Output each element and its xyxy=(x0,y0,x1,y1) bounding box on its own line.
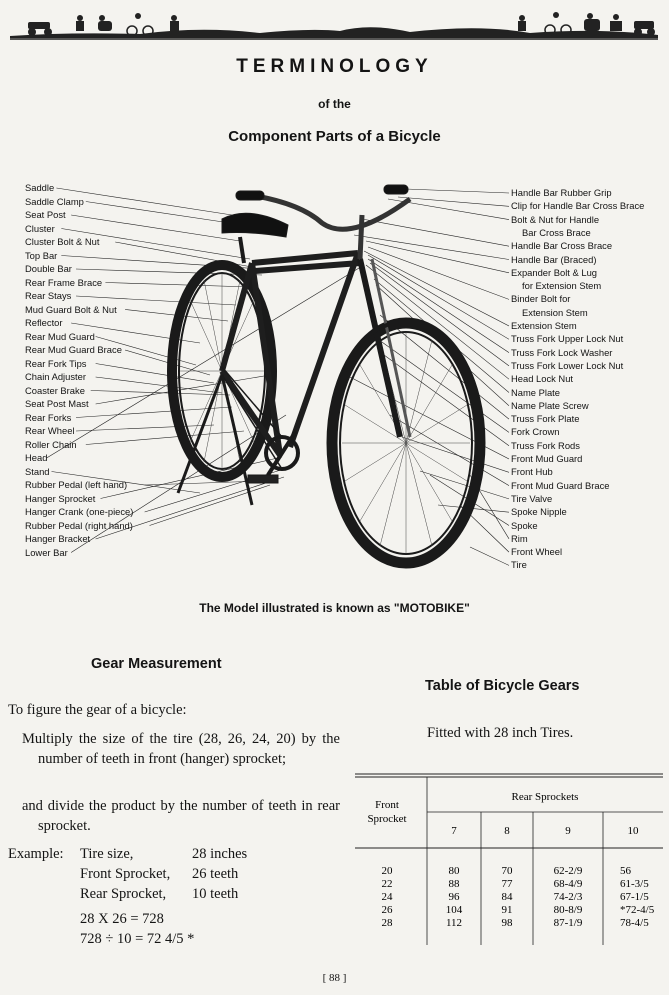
gear-divide-text: and divide the product by the number of teeth in rear sprocket. xyxy=(22,798,340,834)
gear-calculation xyxy=(80,909,194,949)
label-right-27: Front Wheel xyxy=(511,546,563,558)
page-number: [ 88 ] xyxy=(322,972,347,984)
label-right-13: Truss Fork Lower Lock Nut xyxy=(511,359,624,371)
label-right-17: Truss Fork Plate xyxy=(511,413,580,425)
label-left-22: Rubber Pedal (left hand) xyxy=(25,479,128,490)
table-rear-header: Rear Sprockets xyxy=(511,791,579,803)
leader-line-left-19 xyxy=(86,431,244,445)
table-cell: 104 xyxy=(445,904,463,916)
leader-line-left-18 xyxy=(76,425,214,431)
table-cell-front: 24 xyxy=(381,891,393,903)
label-left-3: Cluster xyxy=(25,222,55,234)
table-cell: 88 xyxy=(448,878,460,890)
leader-line-left-20 xyxy=(47,265,364,458)
label-right-0: Handle Bar Rubber Grip xyxy=(511,187,612,198)
label-left-8: Rear Stays xyxy=(25,290,72,301)
example-tire-value: 28 inches xyxy=(192,846,248,862)
page-title: TERMINOLOGY xyxy=(236,56,433,77)
label-left-24: Hanger Crank (one-piece) xyxy=(25,506,134,517)
label-left-25: Rubber Pedal (right hand) xyxy=(25,519,133,531)
label-left-23: Hanger Sprocket xyxy=(25,492,96,504)
example-rear-label: Rear Sprocket, xyxy=(80,886,167,902)
example-label: Example: xyxy=(8,846,64,862)
label-right-10: Extension Stem xyxy=(511,320,577,331)
label-right-18: Fork Crown xyxy=(511,426,560,438)
table-cell: 98 xyxy=(501,917,513,929)
label-right-16: Name Plate Screw xyxy=(511,399,589,411)
leader-line-left-14 xyxy=(96,377,222,393)
label-left-4: Cluster Bolt & Nut xyxy=(25,236,100,247)
table-row xyxy=(382,865,632,877)
table-cell: 87-1/9 xyxy=(553,917,583,929)
table-front-header-line1: Front xyxy=(375,799,399,811)
example-front-label: Front Sprocket, xyxy=(80,866,171,882)
label-left-2: Seat Post xyxy=(25,209,66,220)
leader-line-right-28 xyxy=(470,547,509,565)
illustration-caption: The Model illustrated is known as "MOTOBIKE" xyxy=(199,601,470,615)
label-right-11: Truss Fork Upper Lock Nut xyxy=(511,333,624,345)
label-left-7: Rear Frame Brace xyxy=(25,276,103,288)
table-cell-front: 28 xyxy=(381,917,393,929)
gear-table xyxy=(355,770,663,950)
table-cell-front: 22 xyxy=(381,878,393,890)
label-right-19: Truss Fork Rods xyxy=(511,439,580,451)
gear-measurement-heading: Gear Measurement xyxy=(91,656,222,672)
label-left-13: Rear Fork Tips xyxy=(25,357,87,369)
page-subtitle: Component Parts of a Bicycle xyxy=(228,128,441,145)
label-right-9: Extension Stem xyxy=(522,306,588,318)
label-left-26: Hanger Bracket xyxy=(25,533,91,544)
label-right-24: Spoke Nipple xyxy=(511,506,567,518)
table-col-header-1: 8 xyxy=(504,825,510,837)
decorative-frieze xyxy=(10,4,658,40)
label-right-20: Front Mud Guard xyxy=(511,453,583,464)
example-rear-value: 10 teeth xyxy=(192,886,239,902)
table-cell-front: 26 xyxy=(381,904,393,916)
label-right-14: Head Lock Nut xyxy=(511,373,574,385)
table-cell: 78-4/5 xyxy=(620,917,649,929)
table-cell: 74-2/3 xyxy=(553,891,583,903)
table-cell: 62-2/9 xyxy=(553,865,583,877)
label-right-23: Tire Valve xyxy=(511,492,553,504)
table-cell: 91 xyxy=(501,904,513,916)
label-left-10: Reflector xyxy=(25,317,63,328)
label-right-1: Clip for Handle Bar Cross Brace xyxy=(511,200,645,212)
table-front-header-line2: Sprocket xyxy=(367,813,407,825)
label-right-28: Tire xyxy=(511,559,527,571)
leader-line-right-17 xyxy=(380,315,509,419)
label-left-21: Stand xyxy=(25,465,50,477)
leader-line-left-13 xyxy=(96,364,214,384)
table-col-header-3: 10 xyxy=(627,825,639,837)
calc-line-1: 28 X 26 = 728 xyxy=(80,911,164,927)
leader-line-left-7 xyxy=(105,283,252,288)
gear-multiply-text: Multiply the size of the tire (28, 26, 24, 20) by the number of teeth in front (hanger) sprocket; xyxy=(22,731,340,767)
table-cell: 96 xyxy=(448,891,460,903)
label-left-19: Roller Chain xyxy=(25,438,77,450)
label-left-1: Saddle Clamp xyxy=(25,195,84,207)
label-right-15: Name Plate xyxy=(511,386,560,398)
label-left-16: Seat Post Mast xyxy=(25,398,89,409)
label-left-12: Rear Mud Guard Brace xyxy=(25,344,122,355)
label-right-2: Bolt & Nut for Handle xyxy=(511,213,600,225)
table-cell: *72-4/5 xyxy=(620,904,655,916)
table-cell: 68-4/9 xyxy=(553,878,583,890)
page-title-connector: of the xyxy=(318,97,351,111)
label-right-6: Expander Bolt & Lug xyxy=(511,266,597,278)
label-left-17: Rear Forks xyxy=(25,411,72,423)
table-cell: 70 xyxy=(501,865,513,877)
table-cell: 67-1/5 xyxy=(620,891,649,903)
label-right-8: Binder Bolt for xyxy=(511,293,571,305)
table-cell: 61-3/5 xyxy=(620,878,649,890)
label-left-5: Top Bar xyxy=(25,249,58,261)
table-row xyxy=(382,878,650,890)
label-left-9: Mud Guard Bolt & Nut xyxy=(25,303,117,315)
label-left-15: Coaster Brake xyxy=(25,384,85,396)
leader-line-right-4 xyxy=(362,219,509,246)
label-left-6: Double Bar xyxy=(25,263,72,274)
table-cell: 112 xyxy=(445,917,463,929)
example-tire-label: Tire size, xyxy=(80,846,134,862)
label-left-14: Chain Adjuster xyxy=(25,371,86,382)
label-right-4: Handle Bar Cross Brace xyxy=(511,240,613,252)
label-right-21: Front Hub xyxy=(511,466,553,478)
label-right-3: Bar Cross Brace xyxy=(522,226,591,238)
table-col-header-2: 9 xyxy=(565,825,571,837)
table-row xyxy=(382,891,650,903)
label-right-5: Handle Bar (Braced) xyxy=(511,253,597,265)
table-cell: 80-8/9 xyxy=(553,904,583,916)
label-right-26: Rim xyxy=(511,532,528,544)
label-left-18: Rear Wheel xyxy=(25,425,75,436)
label-left-11: Rear Mud Guard xyxy=(25,330,95,342)
leader-line-right-1 xyxy=(398,197,509,206)
gear-table-note: Fitted with 28 inch Tires. xyxy=(427,725,574,741)
leader-line-right-21 xyxy=(402,437,509,472)
table-col-header-0: 7 xyxy=(451,825,457,837)
gear-table-heading: Table of Bicycle Gears xyxy=(425,678,580,694)
label-right-25: Spoke xyxy=(511,519,538,531)
leader-line-right-6 xyxy=(366,241,509,273)
example-front-value: 26 teeth xyxy=(192,866,239,882)
bicycle-illustration xyxy=(0,175,669,595)
table-cell: 77 xyxy=(501,878,513,890)
calc-line-2: 728 ÷ 10 = 72 4/5 * xyxy=(80,931,195,947)
leader-line-right-0 xyxy=(406,189,509,193)
table-row xyxy=(382,917,650,929)
table-cell: 84 xyxy=(501,891,513,903)
table-cell-front: 20 xyxy=(381,865,393,877)
table-cell: 56 xyxy=(620,865,631,877)
label-left-20: Head xyxy=(25,452,48,463)
label-left-0: Saddle xyxy=(25,182,55,193)
label-left-27: Lower Bar xyxy=(25,546,68,558)
table-row xyxy=(382,904,655,916)
table-cell: 80 xyxy=(448,865,460,877)
gear-intro-text: To figure the gear of a bicycle: xyxy=(8,702,187,718)
label-right-7: for Extension Stem xyxy=(522,280,602,292)
label-right-12: Truss Fork Lock Washer xyxy=(511,346,613,358)
label-right-22: Front Mud Guard Brace xyxy=(511,479,610,491)
leader-line-left-1 xyxy=(86,202,230,224)
